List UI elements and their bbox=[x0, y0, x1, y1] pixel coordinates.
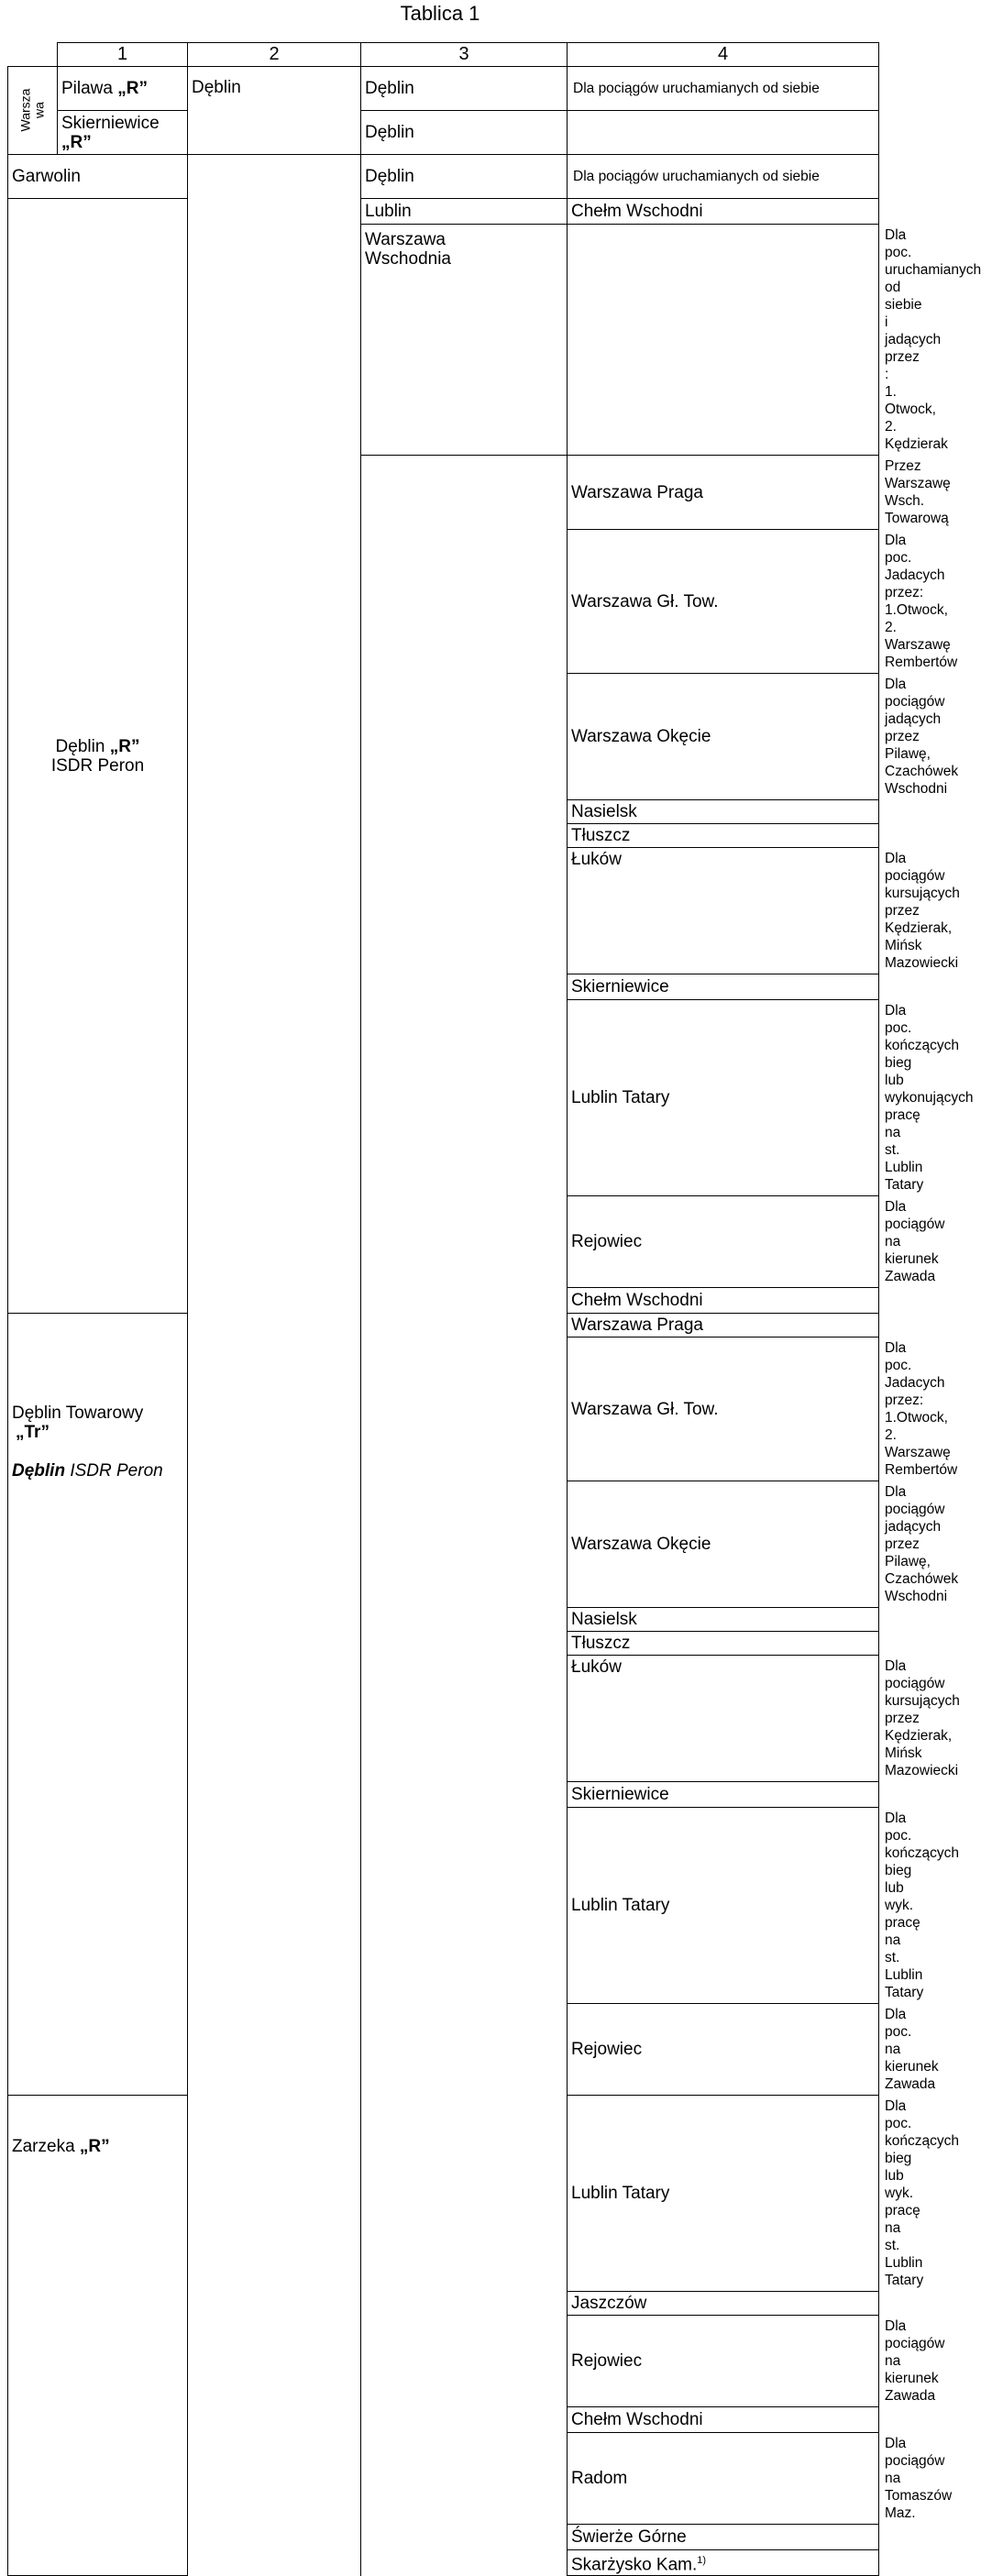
station-cell: Warszawa Praga bbox=[568, 456, 879, 530]
station-cell: Rejowiec bbox=[568, 2316, 879, 2407]
station-cell: Łuków bbox=[568, 848, 879, 974]
skierniewice-cell: Skierniewice „R” bbox=[58, 111, 188, 155]
table-row: Rejowiec Dla pociągów na kierunek Zawada bbox=[8, 2316, 879, 2407]
table-row: Warszawa Praga Przez Warszawę Wsch. Towarową bbox=[8, 456, 879, 530]
table-row: Radom Dla pociągów na Tomaszów Maz. bbox=[8, 2433, 879, 2525]
header-col-1: 1 bbox=[58, 43, 188, 67]
station-cell: Chełm Wschodni bbox=[568, 1288, 879, 1314]
table-row: Warszawa Okęcie Dla pociągów jadących przez Pilawę, Czachówek Wschodni bbox=[8, 1481, 879, 1608]
station-cell: Skierniewice bbox=[568, 1782, 879, 1808]
header-row bbox=[8, 43, 879, 67]
table-row: Warszawa Okęcie Dla pociągów jadących przez Pilawę, Czachówek Wschodni bbox=[8, 674, 879, 800]
table-row bbox=[8, 155, 879, 199]
station-cell: Jaszczów bbox=[568, 2292, 879, 2316]
station-cell: Skierniewice bbox=[568, 974, 879, 1000]
table-row bbox=[8, 111, 879, 155]
station-cell: Dęblin bbox=[361, 67, 568, 111]
station-cell: Rejowiec bbox=[568, 1196, 879, 1288]
deblin-r-cell: Dęblin „R” ISDR Peron bbox=[8, 199, 188, 1314]
station-cell: Dęblin bbox=[188, 67, 361, 155]
warszawa-wschodnia-cell: Warszawa Wschodnia bbox=[361, 225, 568, 456]
station-cell: Warszawa Praga bbox=[568, 1314, 879, 1338]
table-row bbox=[8, 67, 879, 111]
station-cell: Lublin Tatary bbox=[568, 1000, 879, 1196]
warszawa-label: Warsza wa bbox=[17, 88, 47, 131]
table-row: Rejowiec Dla pociągów na kierunek Zawada bbox=[8, 1196, 879, 1288]
station-cell: Warszawa Okęcie bbox=[568, 674, 879, 800]
station-cell bbox=[568, 225, 879, 456]
table-row: Lublin Tatary Dla poc. kończących bieg lub wyk. pracę na st. Lublin Tatary bbox=[8, 1808, 879, 2004]
header-col-2: 2 bbox=[188, 43, 361, 67]
zarzeka-cell: Zarzeka „R” bbox=[8, 2096, 188, 2576]
station-cell: Warszawa Gł. Tow. bbox=[568, 530, 879, 674]
header-col-3: 3 bbox=[361, 43, 568, 67]
header-col-4: 4 bbox=[568, 43, 879, 67]
station-cell: Rejowiec bbox=[568, 2004, 879, 2096]
page-title: Tablica 1 bbox=[400, 2, 480, 25]
footnote-mark: 1) bbox=[697, 2554, 707, 2566]
station-cell: Lublin Tatary bbox=[568, 1808, 879, 2004]
station-cell: Świerże Górne bbox=[568, 2525, 879, 2550]
station-cell: Dęblin bbox=[361, 111, 568, 155]
note-cell bbox=[568, 111, 879, 155]
station-cell: Tłuszcz bbox=[568, 824, 879, 848]
empty-cell bbox=[361, 456, 568, 2576]
table-row: Warszawa Gł. Tow. Dla poc. Jadacych przez: 1.Otwock, 2. Warszawę Rembertów bbox=[8, 530, 879, 674]
deblin-towarowy-cell: Dęblin Towarowy „Tr” Dęblin ISDR Peron bbox=[8, 1314, 188, 2096]
lublin-cell: Lublin bbox=[361, 199, 568, 225]
station-cell: Radom bbox=[568, 2433, 879, 2525]
station-cell: Nasielsk bbox=[568, 800, 879, 824]
station-cell: Dęblin bbox=[361, 155, 568, 199]
garwolin-cell: Garwolin bbox=[8, 155, 188, 199]
empty-cell bbox=[188, 155, 361, 2576]
station-cell: Skarżysko Kam.$^{1)}$ bbox=[568, 2550, 879, 2576]
station-cell: Lublin Tatary bbox=[568, 2096, 879, 2292]
route-table bbox=[7, 42, 981, 2576]
station-cell: Warszawa Okęcie bbox=[568, 1481, 879, 1608]
table-row: Rejowiec Dla poc. na kierunek Zawada bbox=[8, 2004, 879, 2096]
table-row: Zarzeka „R” Lublin Tatary Dla poc. kończących bieg lub wyk. pracę na st. Lublin Tatary bbox=[8, 2096, 879, 2292]
station-cell: Nasielsk bbox=[568, 1608, 879, 1632]
header-corner bbox=[8, 43, 58, 67]
table-row bbox=[8, 199, 879, 225]
table-row: Warszawa Gł. Tow. Dla poc. Jadacych przez: 1.Otwock, 2. Warszawę Rembertów bbox=[8, 1338, 879, 1481]
station-cell: Tłuszcz bbox=[568, 1632, 879, 1656]
pilawa-cell: Pilawa „R” bbox=[58, 67, 188, 111]
warszawa-cell bbox=[8, 67, 58, 155]
station-cell: Chełm Wschodni bbox=[568, 199, 879, 225]
note-cell: Dla pociągów uruchamianych od siebie bbox=[568, 67, 879, 111]
table-row: Łuków Dla pociągów kursujących przez Kędzierak, Mińsk Mazowiecki bbox=[8, 848, 879, 974]
table-row: Lublin Tatary Dla poc. kończących bieg lub wykonujących pracę na st. Lublin Tatary bbox=[8, 1000, 879, 1196]
note-cell: Dla pociągów uruchamianych od siebie bbox=[568, 155, 879, 199]
table-row: Łuków Dla pociągów kursujących przez Kędzierak, Mińsk Mazowiecki bbox=[8, 1656, 879, 1782]
station-cell: Łuków bbox=[568, 1656, 879, 1782]
station-cell: Chełm Wschodni bbox=[568, 2407, 879, 2433]
table-row: Warszawa Wschodnia Dla poc. uruchamianych od siebie i jadących przez : 1. Otwock, 2. Kędzierak bbox=[8, 225, 879, 456]
station-cell: Warszawa Gł. Tow. bbox=[568, 1338, 879, 1481]
